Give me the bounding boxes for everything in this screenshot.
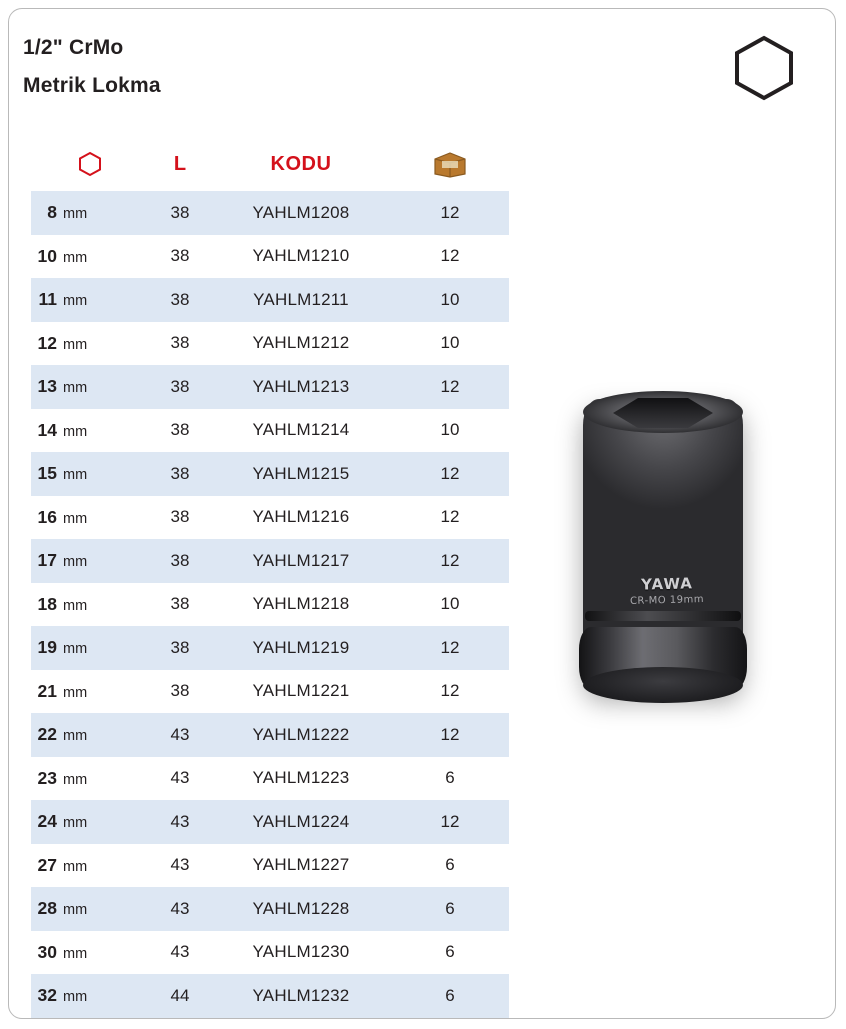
table-row — [31, 757, 509, 801]
cell-code: YAHLM1210 — [252, 246, 350, 266]
cell-size: 17 mm — [37, 550, 88, 571]
cell-length: 43 — [170, 942, 190, 962]
cell-length: 38 — [170, 333, 190, 353]
cell-qty: 6 — [445, 898, 455, 918]
cell-qty: 12 — [440, 376, 460, 396]
cell-size: 16 mm — [37, 506, 88, 527]
cell-size: 12 mm — [37, 332, 88, 353]
cell-length: 38 — [170, 681, 190, 701]
cell-qty: 10 — [440, 594, 460, 614]
table-row — [31, 409, 509, 453]
cell-length: 43 — [170, 768, 190, 788]
cell-qty: 6 — [445, 985, 455, 1005]
product-sheet-page — [8, 8, 836, 1019]
cell-code: YAHLM1218 — [252, 594, 350, 614]
cell-length: 38 — [170, 420, 190, 440]
table-row — [31, 844, 509, 888]
cell-code: YAHLM1213 — [252, 376, 350, 396]
header-code: KODU — [270, 152, 332, 175]
header-qty — [391, 137, 509, 191]
table-row — [31, 322, 509, 366]
cell-qty: 6 — [445, 768, 455, 788]
cell-code: YAHLM1228 — [252, 898, 350, 918]
cell-length: 38 — [170, 376, 190, 396]
table-row — [31, 496, 509, 540]
cell-size: 18 mm — [37, 593, 88, 614]
table-row — [31, 713, 509, 757]
table-row — [31, 539, 509, 583]
cell-code: YAHLM1224 — [252, 811, 350, 831]
product-marking: CR-MO 19mm — [629, 594, 705, 607]
cell-length: 43 — [170, 898, 190, 918]
cell-code: YAHLM1215 — [252, 463, 350, 483]
cell-length: 38 — [170, 246, 190, 266]
table-row — [31, 626, 509, 670]
cell-size: 22 mm — [37, 724, 88, 745]
cell-qty: 10 — [440, 289, 460, 309]
cell-length: 38 — [170, 463, 190, 483]
cell-code: YAHLM1221 — [252, 681, 350, 701]
title-line-2: Metrik Lokma — [23, 74, 161, 97]
header-length: L — [173, 152, 187, 175]
cell-length: 38 — [170, 594, 190, 614]
box-icon — [433, 150, 467, 178]
cell-length: 38 — [170, 550, 190, 570]
cell-qty: 12 — [440, 724, 460, 744]
cell-code: YAHLM1216 — [252, 507, 350, 527]
cell-qty: 6 — [445, 942, 455, 962]
table-row — [31, 191, 509, 235]
table-row — [31, 670, 509, 714]
cell-size: 13 mm — [37, 376, 88, 397]
hexagon-icon — [77, 151, 103, 177]
cell-code: YAHLM1208 — [252, 202, 350, 222]
cell-code: YAHLM1214 — [252, 420, 350, 440]
cell-size: 32 mm — [37, 985, 88, 1006]
hexagon-icon — [731, 35, 797, 101]
cell-size: 10 mm — [37, 245, 88, 266]
table-row — [31, 452, 509, 496]
cell-qty: 12 — [440, 681, 460, 701]
product-brand-mark: YAWA — [640, 574, 694, 594]
socket-bottom — [583, 667, 743, 703]
title-line-1: 1/2" CrMo — [23, 36, 124, 59]
cell-size: 27 mm — [37, 854, 88, 875]
cell-length: 38 — [170, 202, 190, 222]
cell-size: 21 mm — [37, 680, 88, 701]
cell-qty: 6 — [445, 855, 455, 875]
table-header-row — [31, 137, 509, 191]
cell-length: 43 — [170, 855, 190, 875]
table-row — [31, 365, 509, 409]
cell-size: 30 mm — [37, 941, 88, 962]
cell-size: 28 mm — [37, 898, 88, 919]
cell-qty: 10 — [440, 333, 460, 353]
socket-specs-table — [31, 137, 509, 1018]
cell-length: 38 — [170, 637, 190, 657]
cell-code: YAHLM1222 — [252, 724, 350, 744]
cell-code: YAHLM1211 — [253, 289, 349, 309]
cell-length: 44 — [170, 985, 190, 1005]
cell-code: YAHLM1223 — [252, 768, 350, 788]
cell-code: YAHLM1227 — [252, 855, 350, 875]
cell-code: YAHLM1230 — [252, 942, 350, 962]
cell-length: 38 — [170, 507, 190, 527]
table-body — [31, 191, 509, 1018]
header-size — [31, 137, 149, 191]
cell-length: 38 — [170, 289, 190, 309]
cell-qty: 12 — [440, 246, 460, 266]
table-row — [31, 800, 509, 844]
table-row — [31, 931, 509, 975]
table-row — [31, 278, 509, 322]
cell-qty: 12 — [440, 507, 460, 527]
table-row — [31, 235, 509, 279]
cell-qty: 10 — [440, 420, 460, 440]
cell-code: YAHLM1219 — [252, 637, 350, 657]
cell-size: 19 mm — [37, 637, 88, 658]
cell-qty: 12 — [440, 550, 460, 570]
cell-length: 43 — [170, 811, 190, 831]
cell-size: 23 mm — [37, 767, 88, 788]
cell-code: YAHLM1217 — [252, 550, 350, 570]
cell-size: 14 mm — [37, 419, 88, 440]
socket-groove — [585, 611, 741, 621]
cell-size: 15 mm — [37, 463, 88, 484]
cell-size: 8 mm — [47, 202, 88, 223]
cell-length: 43 — [170, 724, 190, 744]
page-title — [23, 29, 443, 105]
table-row — [31, 583, 509, 627]
cell-code: YAHLM1232 — [252, 985, 350, 1005]
cell-code: YAHLM1212 — [252, 333, 350, 353]
cell-size: 11 mm — [38, 289, 88, 310]
cell-qty: 12 — [440, 202, 460, 222]
cell-qty: 12 — [440, 811, 460, 831]
table-row — [31, 887, 509, 931]
cell-size: 24 mm — [37, 811, 88, 832]
cell-qty: 12 — [440, 637, 460, 657]
cell-qty: 12 — [440, 463, 460, 483]
table-row — [31, 974, 509, 1018]
product-photo — [569, 389, 759, 709]
